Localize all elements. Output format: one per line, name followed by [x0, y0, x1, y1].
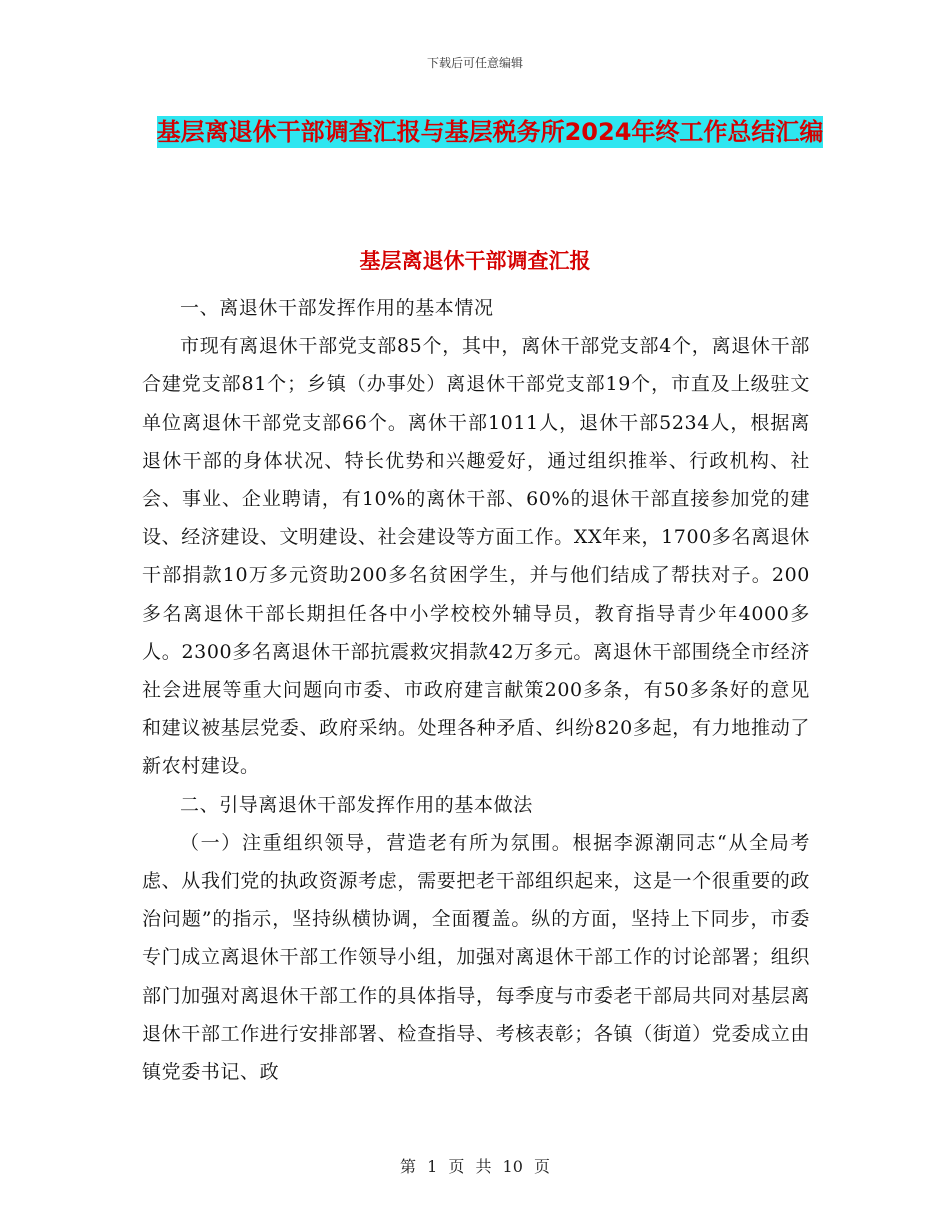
paragraph-1: 市现有离退休干部党支部85个，其中，离休干部党支部4个，离退休干部合建党支部81个；乡镇（办事处）离退休干部党支部19个，市直及上级驻文单位离退休干部党支部66个。离休干部1011人，退休干部5234人，根据离退休干部的身体状况、特长优势和兴趣爱好，通过组织推举、行政机构、社会、事业、企业聘请，有10%的离休干部、60%的退休干部直接参加党的建设、经济建设、文明建设、社会建设等方面工作。XX年来，1700多名离退休干部捐款10万多元资助200多名贫困学生，并与他们结成了帮扶对子。200多名离退休干部长期担任各中小学校校外辅导员，教育指导青少年4000多人。2300多名离退休干部抗震救灾捐款42万多元。离退休干部围绕全市经济社会进展等重大问题向市委、市政府建言献策200多条，有50多条好的意见和建议被基层党委、政府采纳。处理各种矛盾、纠纷820多起，有力地推动了新农村建设。 — [142, 335, 810, 778]
header-note: 下载后可任意编辑 — [426, 56, 523, 70]
paragraph-2: （一）注重组织领导，营造老有所为氛围。根据李源潮同志“从全局考虑、从我们党的执政资源考虑，需要把老干部组织起来，这是一个很重要的政治问题”的指示，坚持纵横协调，全面覆盖。纵的方面，坚持上下同步，市委专门成立离退休干部工作领导小组，加强对离退休干部工作的讨论部署；组织部门加强对离退休干部工作的具体指导，每季度与市委老干部局共同对基层离退休干部工作进行安排部署、检查指导、考核表彰；各镇（街道）党委成立由镇党委书记、政 — [142, 831, 810, 1084]
section-title: 基层离退休干部调查汇报 — [359, 249, 591, 273]
page-number-footer: 第 1 页 共 10 页 — [400, 1157, 550, 1176]
document-body — [142, 289, 810, 1091]
document-title — [140, 110, 840, 154]
paragraph-heading-1: 一、离退休干部发挥作用的基本情况 — [180, 297, 494, 319]
paragraph-heading-2: 二、引导离退休干部发挥作用的基本做法 — [180, 793, 533, 816]
document-title-text: 基层离退休干部调查汇报与基层税务所2024年终工作总结汇编 — [156, 118, 824, 146]
